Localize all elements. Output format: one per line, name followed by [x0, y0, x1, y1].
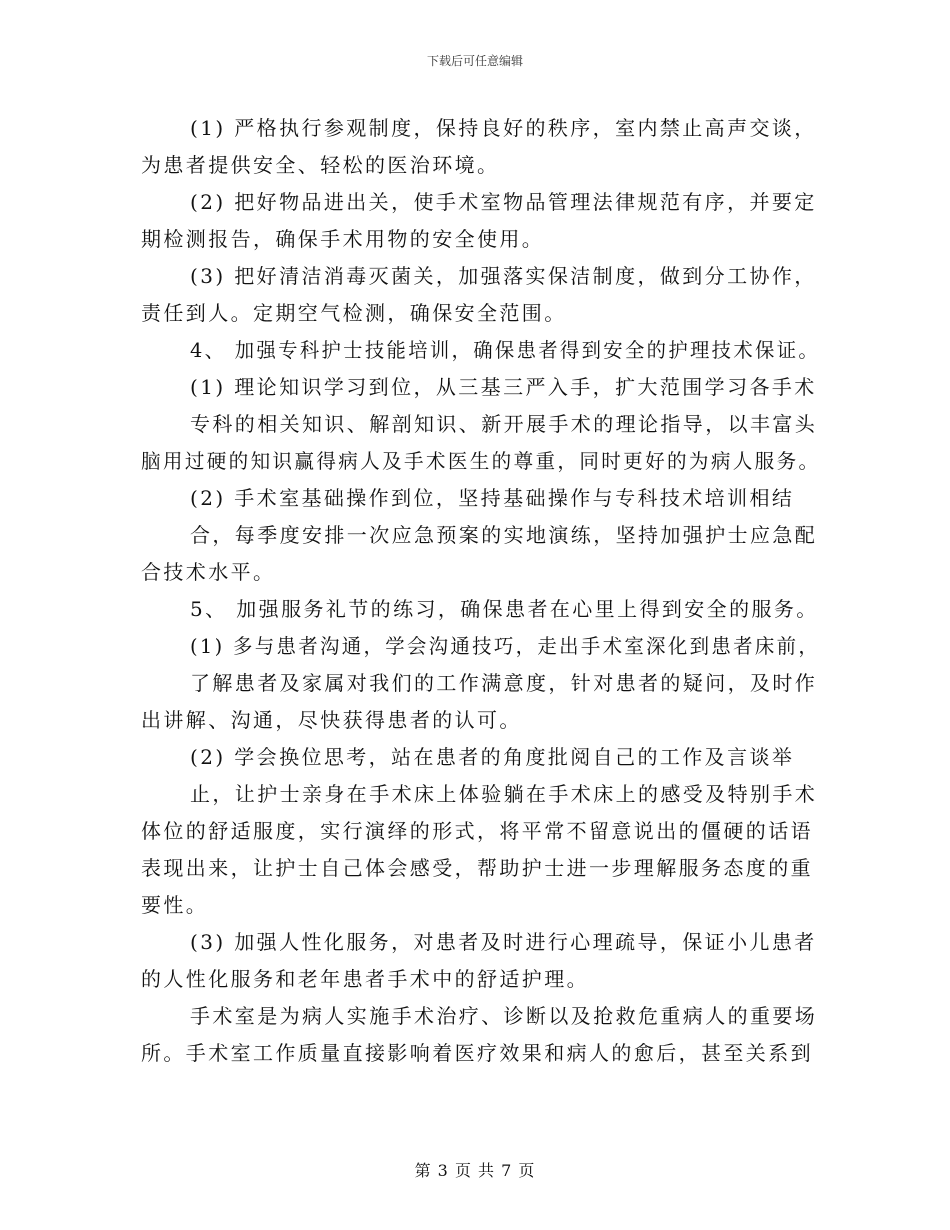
body-line: (2) 把好物品进出关，使手术室物品管理法律规范有序，并要定 — [190, 190, 817, 214]
body-line: 专科的相关知识、解剖知识、新开展手术的理论指导，以丰富头 — [190, 412, 818, 436]
body-line: (2) 学会换位思考，站在患者的角度批阅自己的工作及言谈举 — [190, 745, 795, 769]
body-line: (1) 理论知识学习到位，从三基三严入手，扩大范围学习各手术 — [190, 375, 817, 399]
body-line: (3) 把好清洁消毒灭菌关，加强落实保洁制度，做到分工协作， — [190, 264, 817, 288]
body-line: 期检测报告，确保手术用物的安全使用。 — [141, 227, 545, 251]
body-line: (3) 加强人性化服务，对患者及时进行心理疏导，保证小儿患者 — [190, 930, 817, 954]
body-line: 要性。 — [141, 893, 209, 917]
body-line: 4、 加强专科护士技能培训，确保患者得到安全的护理技术保证。 — [190, 338, 821, 362]
body-line: (1) 严格执行参观制度，保持良好的秩序，室内禁止高声交谈， — [190, 116, 817, 140]
body-line: 的人性化服务和老年患者手术中的舒适护理。 — [141, 967, 589, 991]
body-line: (1) 多与患者沟通，学会沟通技巧，走出手术室深化到患者床前， — [190, 634, 821, 658]
body-line: 脑用过硬的知识赢得病人及手术医生的尊重，同时更好的为病人服务。 — [141, 449, 821, 473]
body-line: (2) 手术室基础操作到位，坚持基础操作与专科技术培训相结 — [190, 486, 795, 510]
body-line: 为患者提供安全、轻松的医治环境。 — [141, 153, 500, 177]
body-line: 5、 加强服务礼节的练习，确保患者在心里上得到安全的服务。 — [190, 597, 819, 621]
body-line: 所。手术室工作质量直接影响着医疗效果和病人的愈后，甚至关系到 — [141, 1041, 813, 1065]
body-line: 合，每季度安排一次应急预案的实地演练，坚持加强护士应急配 — [190, 523, 818, 547]
body-line: 责任到人。定期空气检测，确保安全范围。 — [141, 301, 567, 325]
body-line: 止，让护士亲身在手术床上体验躺在手术床上的感受及特别手术 — [190, 782, 818, 806]
page-header: 下载后可任意编辑 — [426, 54, 523, 68]
body-line: 合技术水平。 — [141, 560, 276, 584]
body-line: 手术室是为病人实施手术治疗、诊断以及抢救危重病人的重要场 — [190, 1004, 818, 1028]
body-line: 了解患者及家属对我们的工作满意度，针对患者的疑问，及时作 — [190, 671, 818, 695]
body-line: 出讲解、沟通，尽快获得患者的认可。 — [141, 708, 522, 732]
page-number: 第 3 页 共 7 页 — [414, 1161, 536, 1180]
body-line: 体位的舒适服度，实行演绎的形式，将平常不留意说出的僵硬的话语 — [141, 819, 813, 843]
body-line: 表现出来，让护士自己体会感受，帮助护士进一步理解服务态度的重 — [141, 856, 813, 880]
